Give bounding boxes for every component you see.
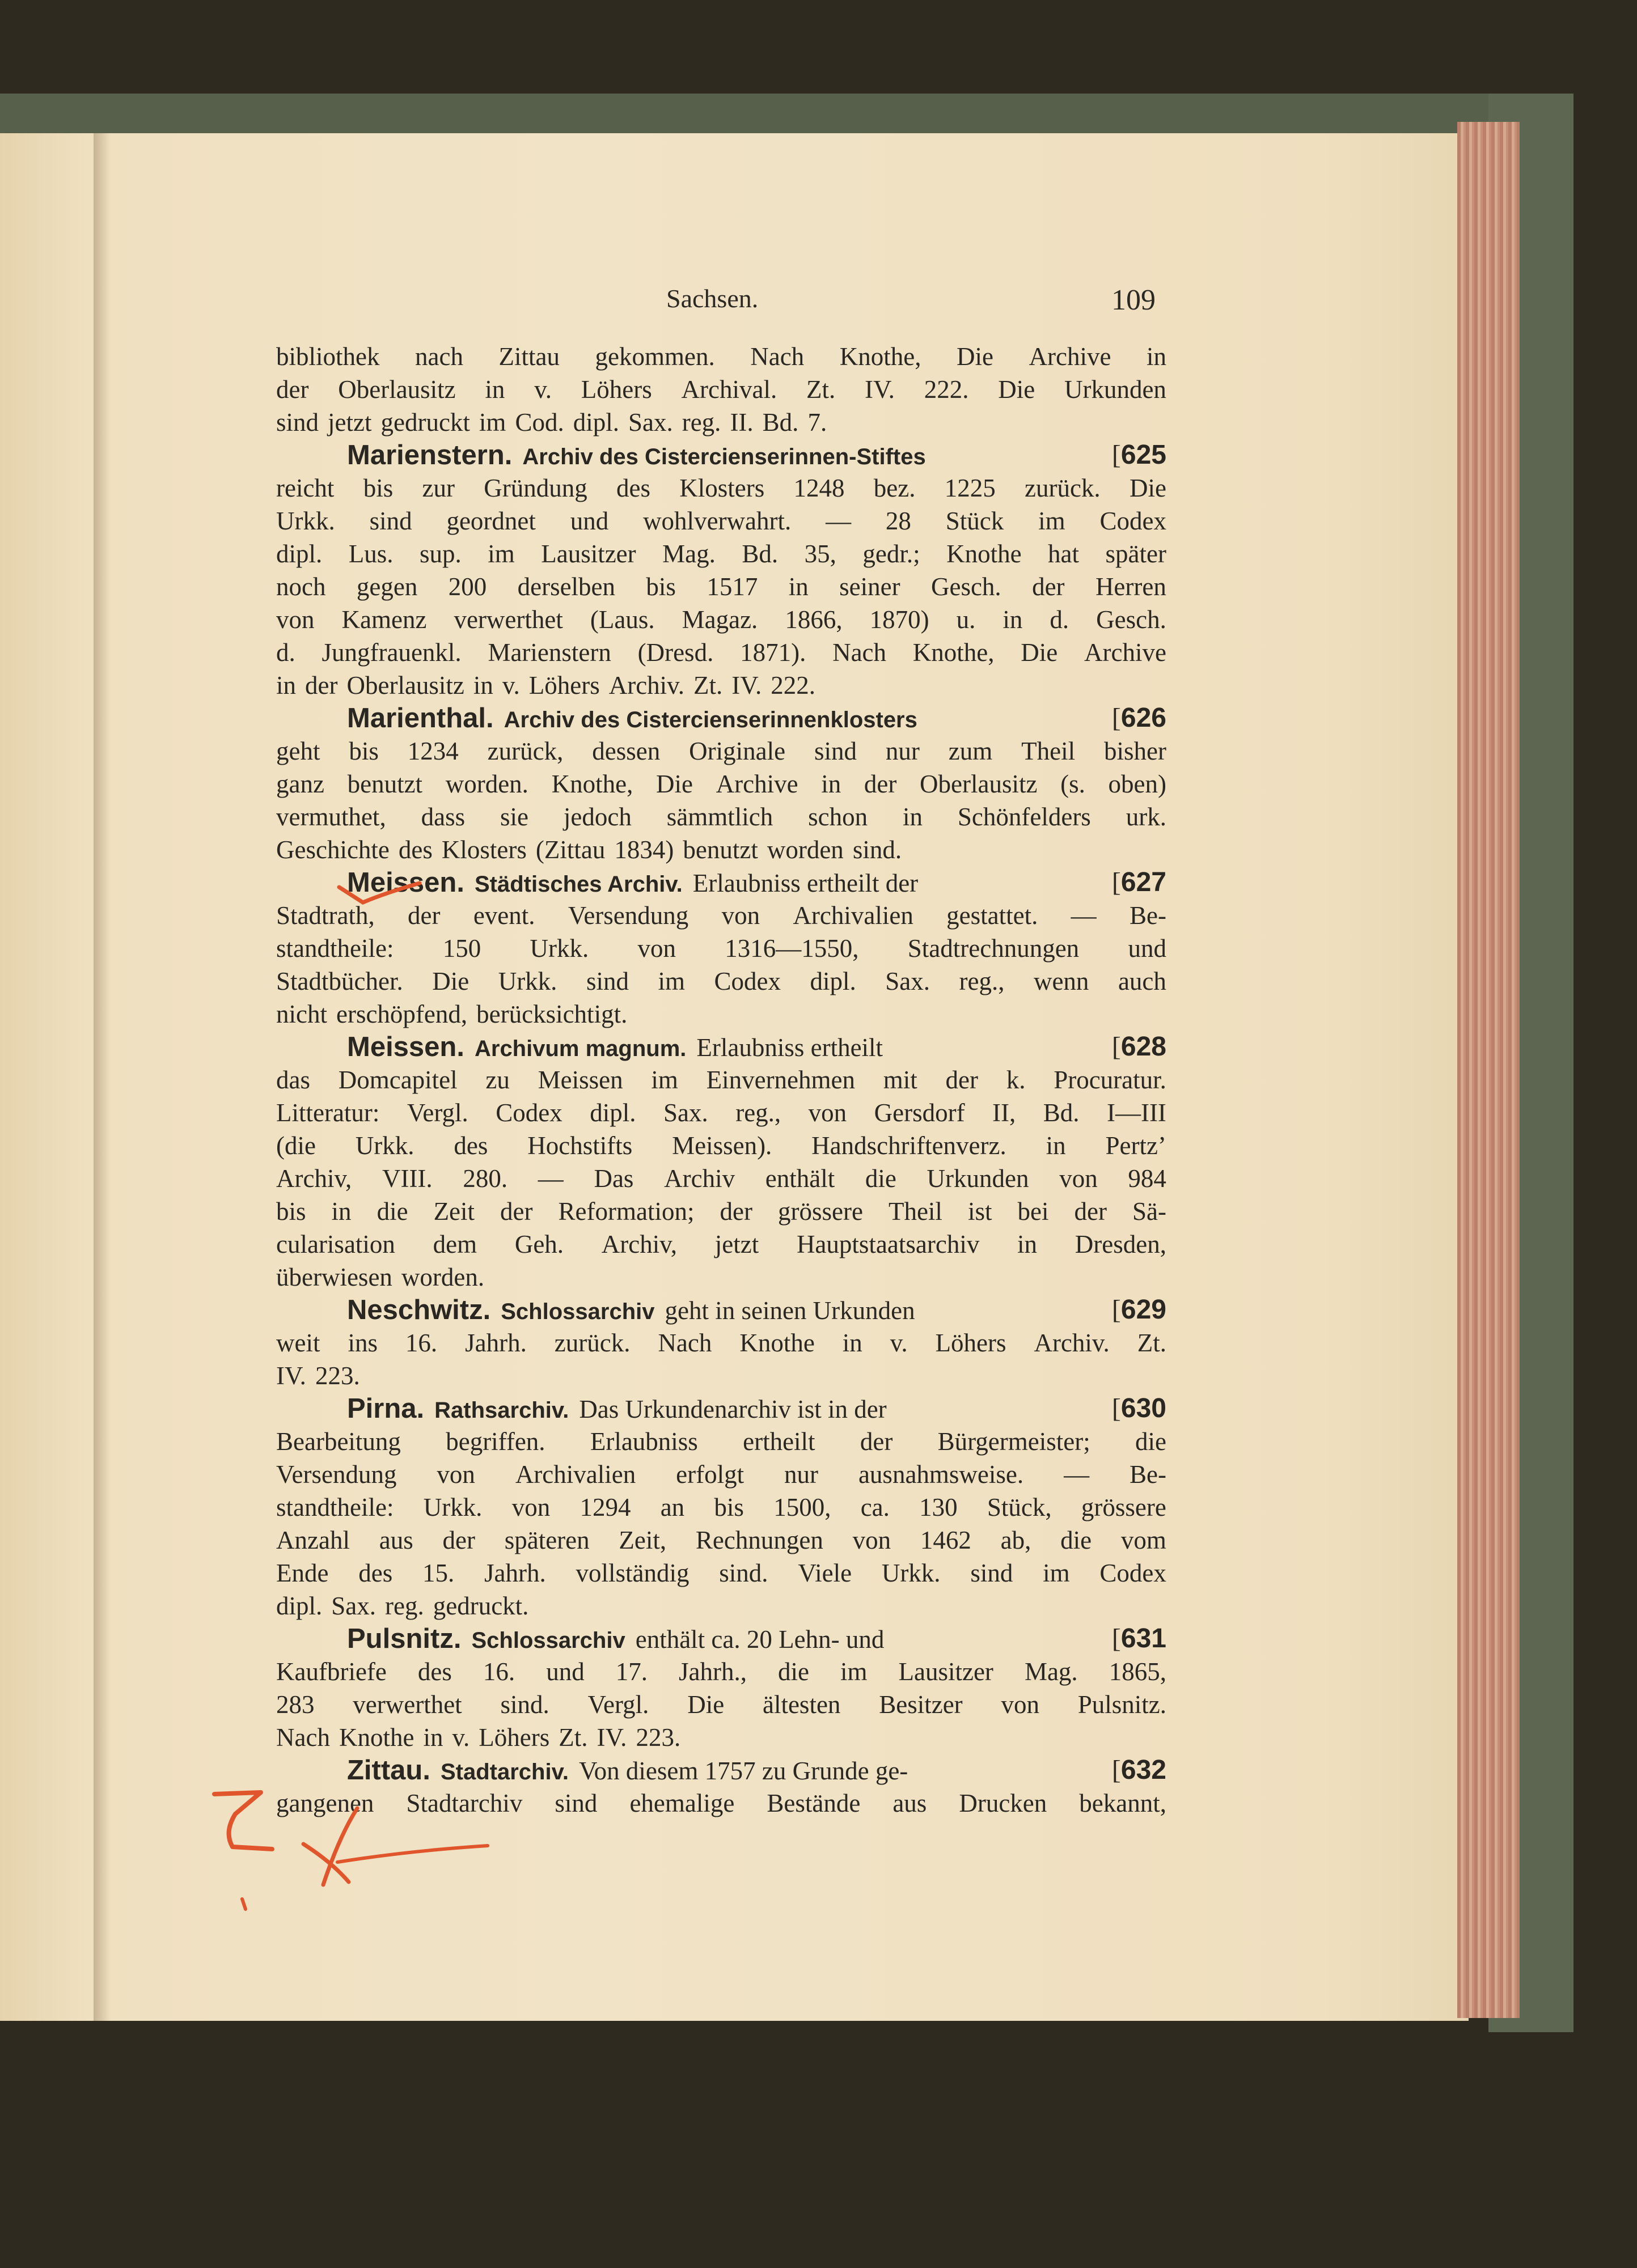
text-line: Urkk. sind geordnet und wohlverwahrt. — 28 Stück im Codex	[276, 507, 1166, 535]
place-name: Zittau.	[347, 1755, 430, 1786]
text-line: ganz benutzt worden. Knothe, Die Archive in der Oberlausitz (s. oben)	[276, 770, 1166, 798]
entry-number: [ 630	[1112, 1392, 1166, 1425]
text-line: Stadtbücher. Die Urkk. sind im Codex dipl. Sax. reg., wenn auch	[276, 967, 1166, 995]
text-line: noch gegen 200 derselben bis 1517 in seiner Gesch. der Herren	[276, 573, 1166, 601]
text-line: standtheile: 150 Urkk. von 1316—1550, Stadtrechnungen und	[276, 934, 1166, 963]
text-line: nicht erschöpfend, berücksichtigt.	[276, 1000, 628, 1028]
text-line: dipl. Sax. reg. gedruckt.	[276, 1592, 529, 1620]
text-line: weit ins 16. Jahrh. zurück. Nach Knothe in v. Löhers Archiv. Zt.	[276, 1329, 1166, 1357]
archive-name: Städtisches Archiv.	[474, 872, 683, 897]
text-line: Kaufbriefe des 16. und 17. Jahrh., die im Lausitzer Mag. 1865,	[276, 1657, 1166, 1686]
text-line: 283 verwerthet sind. Vergl. Die ältesten Besitzer von Pulsnitz.	[276, 1690, 1166, 1719]
text-line: Stadtrath, der event. Versendung von Archivalien gestattet. — Be-	[276, 901, 1166, 930]
text-line: reicht bis zur Gründung des Klosters 1248 bez. 1225 zurück. Die	[276, 474, 1166, 502]
text-line: dipl. Lus. sup. im Lausitzer Mag. Bd. 35, gedr.; Knothe hat später	[276, 540, 1166, 568]
heading-text: Von diesem 1757 zu Grunde ge-	[578, 1757, 908, 1785]
text-line: Litteratur: Vergl. Codex dipl. Sax. reg., von Gersdorf II, Bd. I—III	[276, 1099, 1166, 1127]
text-line: IV. 223.	[276, 1362, 360, 1390]
pencil-check-mark	[339, 883, 420, 902]
place-name: Meissen.	[347, 867, 464, 898]
text-line: Ende des 15. Jahrh. vollständig sind. Viele Urkk. sind im Codex	[276, 1559, 1166, 1587]
archive-name: Stadtarchiv.	[440, 1760, 569, 1784]
place-name: Pirna.	[347, 1393, 425, 1424]
text-line: cularisation dem Geh. Archiv, jetzt Hauptstaatsarchiv in Dresden,	[276, 1230, 1166, 1258]
text-line: in der Oberlausitz in v. Löhers Archiv. Zt. IV. 222.	[276, 671, 815, 700]
text-line: bis in die Zeit der Reformation; der grössere Theil ist bei der Sä-	[276, 1197, 1166, 1226]
place-name: Neschwitz.	[347, 1295, 491, 1325]
archive-name: Archiv des Cistercienserinnenklosters	[504, 707, 917, 732]
page-number: 109	[1111, 284, 1156, 316]
text-line: sind jetzt gedruckt im Cod. dipl. Sax. reg. II. Bd. 7.	[276, 408, 827, 436]
place-name: Pulsnitz.	[347, 1623, 462, 1654]
text-line: das Domcapitel zu Meissen im Einvernehmen mit der k. Procuratur.	[276, 1066, 1166, 1094]
text-line: gangenen Stadtarchiv sind ehemalige Bestände aus Drucken bekannt,	[276, 1789, 1166, 1817]
text-line: Archiv, VIII. 280. — Das Archiv enthält die Urkunden von 984	[276, 1164, 1166, 1193]
text-line: bibliothek nach Zittau gekommen. Nach Knothe, Die Archive in	[276, 342, 1166, 371]
entry-number: [ 626	[1112, 702, 1166, 735]
text-line: Versendung von Archivalien erfolgt nur ausnahmsweise. — Be-	[276, 1460, 1166, 1489]
running-header-title: Sachsen.	[666, 284, 759, 313]
pencil-underline	[337, 1846, 488, 1862]
archive-name: Archiv des Cistercienserinnen-Stiftes	[522, 444, 926, 469]
text-line: Geschichte des Klosters (Zittau 1834) benutzt worden sind.	[276, 836, 902, 864]
text-line: (die Urkk. des Hochstifts Meissen). Handschriftenverz. in Pertz’	[276, 1131, 1166, 1160]
entry-number: [ 632	[1112, 1754, 1166, 1787]
entry-number: [ 627	[1112, 866, 1166, 899]
place-name: Marienstern.	[347, 440, 513, 470]
place-name: Marienthal.	[347, 703, 494, 734]
text-line: vermuthet, dass sie jedoch sämmtlich schon in Schönfelders urk.	[276, 803, 1166, 831]
heading-text: Das Urkundenarchiv ist in der	[579, 1395, 887, 1423]
text-line: standtheile: Urkk. von 1294 an bis 1500, ca. 130 Stück, grössere	[276, 1493, 1166, 1521]
entry-number: [ 628	[1112, 1031, 1166, 1063]
heading-text: geht in seinen Urkunden	[665, 1296, 915, 1325]
archive-name: Archivum magnum.	[474, 1036, 687, 1061]
text-line: geht bis 1234 zurück, dessen Originale sind nur zum Theil bisher	[276, 737, 1166, 765]
archive-name: Rathsarchiv.	[434, 1398, 569, 1423]
pencil-letter-z	[214, 1792, 272, 1849]
heading-text: Erlaubniss ertheilt der	[692, 869, 919, 897]
text-line: Bearbeitung begriffen. Erlaubniss ertheilt der Bürgermeister; die	[276, 1427, 1166, 1456]
heading-text: Erlaubniss ertheilt	[696, 1033, 883, 1062]
heading-text: enthält ca. 20 Lehn- und	[635, 1625, 885, 1654]
entry-number: [ 629	[1112, 1294, 1166, 1326]
entry-number: [ 631	[1112, 1622, 1166, 1655]
archive-name: Schlossarchiv	[501, 1299, 655, 1324]
text-line: von Kamenz verwerthet (Laus. Magaz. 1866, 1870) u. in d. Gesch.	[276, 605, 1166, 634]
text-line: der Oberlausitz in v. Löhers Archival. Zt. IV. 222. Die Urkunden	[276, 375, 1166, 404]
place-name: Meissen.	[347, 1032, 464, 1062]
text-line: d. Jungfrauenkl. Marienstern (Dresd. 1871). Nach Knothe, Die Archive	[276, 638, 1166, 667]
archive-name: Schlossarchiv	[471, 1628, 625, 1653]
text-line: überwiesen worden.	[276, 1263, 485, 1291]
text-line: Anzahl aus der späteren Zeit, Rechnungen von 1462 ab, die vom	[276, 1526, 1166, 1554]
entry-number: [ 625	[1112, 439, 1166, 472]
text-line: Nach Knothe in v. Löhers Zt. IV. 223.	[276, 1723, 681, 1752]
pencil-tick-mark	[242, 1899, 246, 1909]
